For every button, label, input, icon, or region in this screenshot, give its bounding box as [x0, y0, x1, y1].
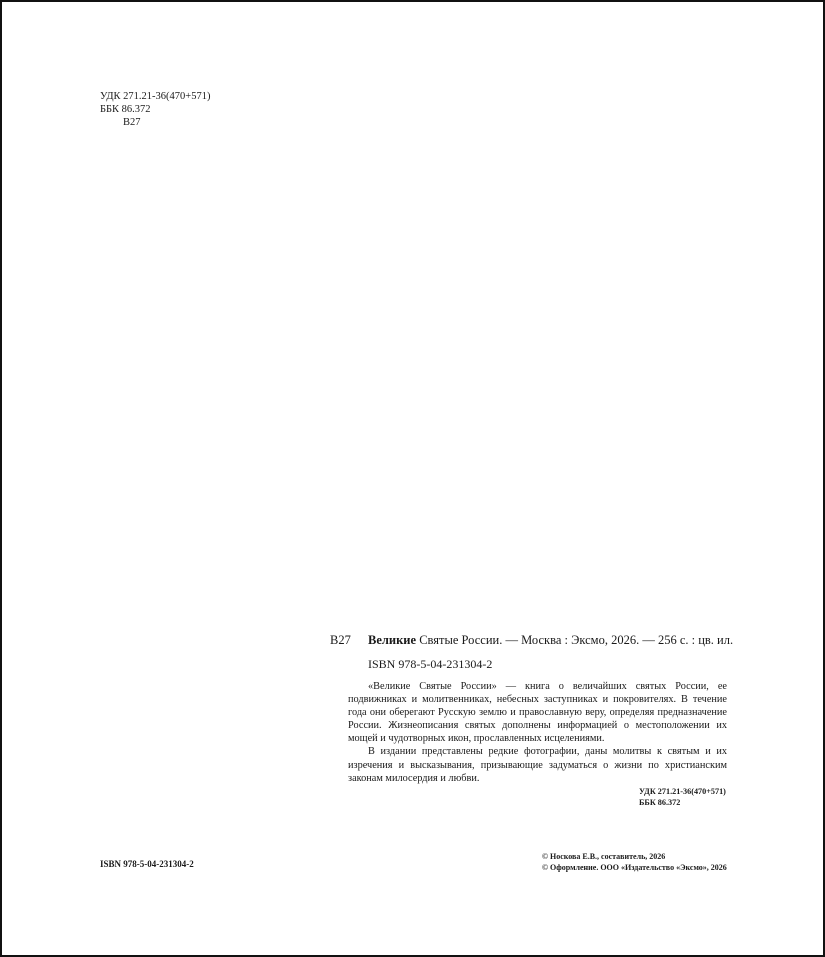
card-bbk: ББК 86.372 [639, 797, 681, 807]
annotation-paragraph: «Великие Святые России» — книга о величайших святых России, ее подвижниках и молитвенниках, небесных заступниках и покровителях. В течение года они оберегают Русскую землю и православную веру, определяя предназначение России. Жизнеописания святых дополнены информацией о местоположении их мощей и чудотворных икон, прославленных исцелениями. [348, 681, 727, 745]
card-isbn: ISBN 978-5-04-231304-2 [368, 657, 493, 671]
copyright-compiler: © Носкова Е.В., составитель, 2026 [542, 852, 666, 861]
author-code: В27 [123, 117, 141, 128]
footer-isbn: ISBN 978-5-04-231304-2 [100, 859, 194, 869]
annotation-paragraph: В издании представлены редкие фотографии, даны молитвы к святым и их изречения и высказывания, призывающие задуматься о жизни по христианским законам милосердия и любви. [348, 746, 727, 784]
title-rest: Святые России. — Москва : Эксмо, 2026. — 256 с. : цв. ил. [416, 633, 734, 647]
card-udk: УДК 271.21-36(470+571) [639, 787, 726, 796]
card-classification [639, 787, 726, 808]
title-bold: Великие [368, 633, 417, 647]
classification-block [100, 90, 210, 129]
card-author-code: В27 [330, 633, 351, 647]
bbk-code: ББК 86.372 [100, 104, 151, 115]
udk-code: УДК 271.21-36(470+571) [100, 91, 211, 102]
copyright-block [542, 851, 727, 873]
bibliographic-title [368, 633, 734, 648]
annotation [348, 680, 727, 785]
copyright-design: © Оформление. ООО «Издательство «Эксмо», 2026 [542, 863, 727, 872]
